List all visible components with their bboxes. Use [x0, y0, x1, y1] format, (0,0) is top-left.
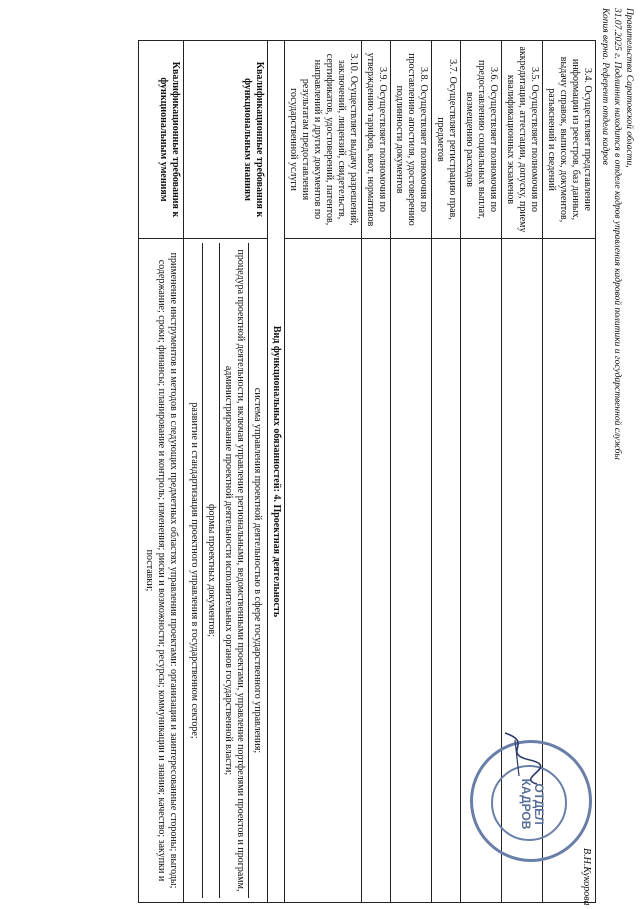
item-3-8: 3.8. Осуществляет полномочия по проставлению апостиля, удостоверению подлинности документов: [391, 41, 432, 239]
skills-label: Квалификационные требования к функциональным умениям: [139, 41, 184, 239]
stamp-line-2: КАДРОВ: [519, 778, 533, 830]
certification-line-1: Правительства Саратовской области,: [624, 8, 634, 168]
empty-cell: [285, 239, 362, 903]
item-3-9: 3.9. Осуществляет полномочия по утверждению тарифов, квот, нормативов: [362, 41, 391, 239]
stamp-line-1: ОТДЕЛ: [532, 783, 546, 825]
knowledge-item: развитие и стандартизация проектного управления в государственном секторе;: [189, 402, 200, 739]
skills-item: применение инструментов и методов в следующих предметных областях управления проектами: организация и заинтересованные стороны; выгоды; содержание; сроки; финансы; планирование и контроль; изменения; риски и возможности; ресурсы; коммуникации и знания; качество; закупки и поставки;: [144, 252, 179, 889]
skills-row: [139, 41, 184, 903]
empty-cell: [432, 239, 461, 903]
empty-cell: [391, 239, 432, 903]
item-3-7: 3.7. Осуществляет регистрацию прав, предметов: [432, 41, 461, 239]
knowledge-row: [184, 41, 268, 903]
skills-list: [139, 239, 184, 903]
handwritten-signature: [495, 728, 545, 788]
item-3-6: 3.6. Осуществляет полномочия по предоставлению социальных выплат, возмещению расходов: [461, 41, 502, 239]
item-3-4: 3.4. Осуществляет представление информации из реестров, баз данных, выдачу справок, выписок, документов, разъяснений и сведений: [543, 41, 596, 239]
table-row: [362, 41, 391, 903]
knowledge-item: процедура проектной деятельности, включая управление региональными, ведомственными проектами, управление портфелями проектов и программ, администрирование проектной деятельности исполнительных органов государственной власти;: [219, 243, 248, 898]
knowledge-label: Квалификационные требования к функциональным знаниям: [184, 41, 268, 239]
item-3-5: 3.5. Осуществляет полномочия по аккредитации, аттестации, допуску, приему квалификационных экзаменов: [502, 41, 543, 239]
section-heading-row: [268, 41, 285, 903]
knowledge-list: [184, 239, 268, 903]
knowledge-item: формы проектных документов;: [202, 243, 219, 898]
table-row: [391, 41, 432, 903]
knowledge-item: система управления проектной деятельностью в сфере государственного управления;: [248, 243, 265, 898]
certification-line-2: 31.07.2025 г. Подлинник находится в отделе кадров управления кадровой политики и государственной службы: [612, 8, 622, 460]
table-row: [432, 41, 461, 903]
signer-name: В.Н.Кукорова: [581, 848, 592, 906]
table-row: [285, 41, 362, 903]
section-title: Вид функциональных обязанностей: 4. Проектная деятельность: [268, 41, 285, 903]
certification-line-3: Копия верна. Референт отдела кадров: [600, 8, 610, 165]
item-3-10: 3.10. Осуществляет выдачу разрешений, заключений, лицензий, свидетельств, сертификатов, удостоверений, патентов, направлений и других документов по результатам предоставления государственной услуги: [285, 41, 362, 239]
empty-cell: [362, 239, 391, 903]
